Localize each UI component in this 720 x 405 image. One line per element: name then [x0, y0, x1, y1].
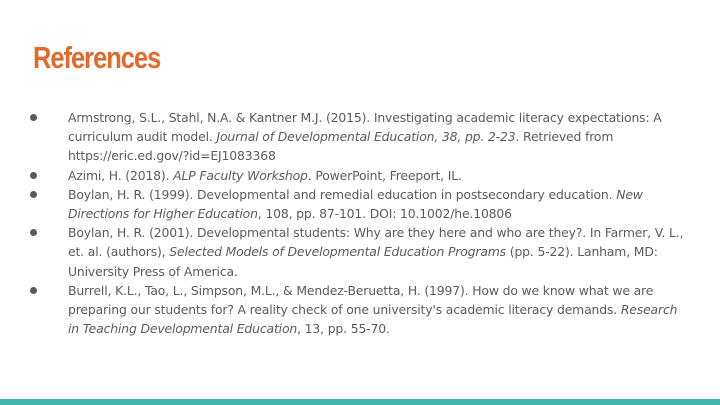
reference-source-title: Research in Teaching Developmental Education	[68, 302, 678, 337]
bullet-icon	[30, 114, 37, 121]
slide-title: References	[33, 40, 161, 75]
reference-source-title: ALP Faculty Workshop	[173, 167, 308, 183]
reference-text	[68, 187, 643, 221]
reference-text	[68, 168, 462, 183]
reference-item	[30, 185, 690, 223]
reference-text-pre: Boylan, H. R. (1999). Developmental and remedial education in postsecondary education.	[68, 186, 617, 202]
reference-text-pre: Azimi, H. (2018).	[68, 167, 174, 183]
reference-text-pre: Boylan, H. R. (2001). Developmental students: Why are they here and who are they?. In Farmer, V. L., et. al. (authors),	[68, 225, 684, 260]
reference-text-pre: Burrell, K.L., Tao, L., Simpson, M.L., & Mendez-Beruetta, H. (1997). How do we know what we are preparing our students for? A reality check of one university's academic literacy demands.	[68, 282, 654, 318]
reference-text	[68, 225, 683, 278]
reference-item	[30, 108, 690, 166]
bullet-icon	[30, 287, 37, 294]
reference-source-title: New Directions for Higher Education	[68, 186, 643, 222]
reference-text	[68, 283, 677, 336]
bottom-accent-bar	[0, 399, 720, 405]
reference-item	[30, 166, 690, 185]
reference-text-post: (pp. 5-22). Lanham, MD: University Press of America.	[68, 244, 658, 279]
reference-item	[30, 281, 690, 339]
reference-text-post: , 13, pp. 55-70.	[297, 321, 390, 337]
reference-text-post: . PowerPoint, Freeport, IL.	[307, 167, 462, 183]
reference-list	[30, 108, 690, 338]
reference-source-title: Selected Models of Developmental Education Programs	[169, 244, 506, 260]
bullet-icon	[30, 191, 37, 198]
bullet-icon	[30, 229, 37, 236]
reference-text	[68, 110, 662, 163]
reference-text-post: , 108, pp. 87-101. DOI: 10.1002/he.10806	[257, 206, 512, 222]
reference-text-post: . Retrieved from https://eric.ed.gov/?id=EJ1083368	[68, 129, 614, 164]
reference-item	[30, 223, 690, 281]
bullet-icon	[30, 172, 37, 179]
reference-source-title: Journal of Developmental Education, 38, pp. 2-23	[216, 129, 516, 145]
reference-text-pre: Armstrong, S.L., Stahl, N.A. & Kantner M.J. (2015). Investigating academic literacy expectations: A curriculum audit model.	[68, 110, 662, 145]
